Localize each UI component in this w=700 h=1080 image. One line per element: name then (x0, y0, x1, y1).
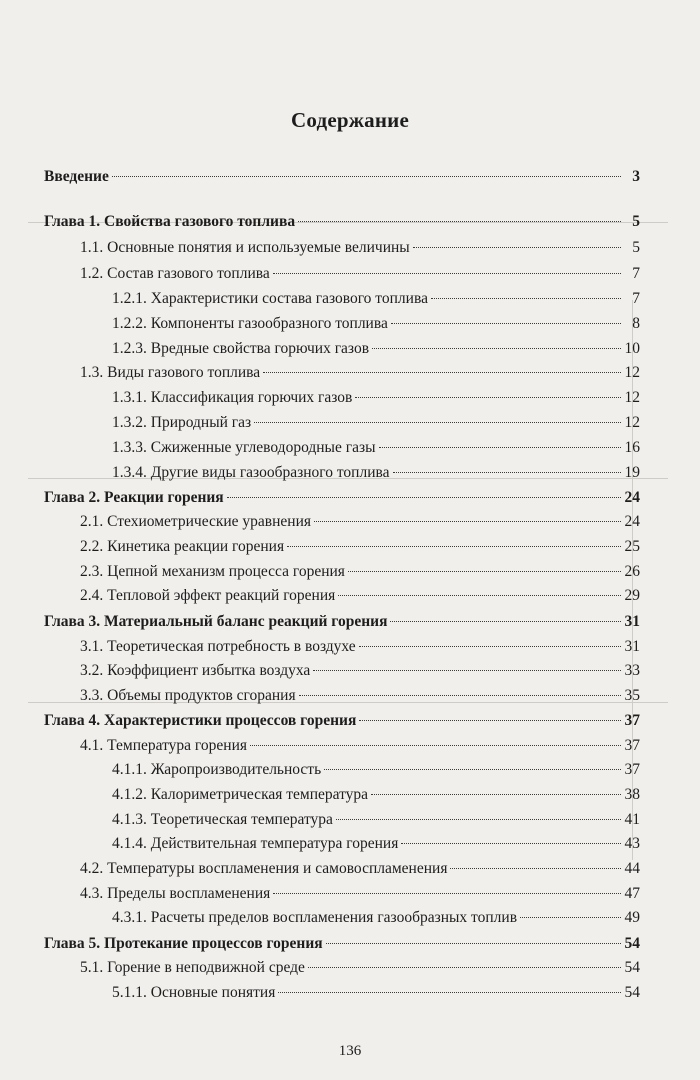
toc-entry (80, 857, 640, 881)
toc-entry-title: 1.2.3. Вредные свойства горючих газов (112, 340, 370, 357)
dot-leader (348, 571, 621, 572)
toc-entry-page: 16 (624, 439, 640, 456)
dot-leader (390, 621, 621, 622)
toc-entry-title: 5.1. Горение в неподвижной среде (80, 959, 305, 976)
toc-entry-page: 43 (624, 835, 640, 852)
toc-entry-title: 1.3. Виды газового топлива (80, 364, 261, 381)
toc-entry-title: 4.1.2. Калориметрическая температура (112, 786, 369, 803)
toc-entry-page: 41 (624, 811, 640, 828)
toc-entry (80, 882, 640, 906)
page-number: 136 (338, 1043, 362, 1059)
toc-entry (80, 262, 640, 286)
dot-leader (338, 595, 621, 596)
toc-entry-title: 4.1.4. Действительная температура горения (112, 835, 399, 852)
dot-leader (278, 992, 621, 993)
toc-entry-page: 31 (624, 613, 640, 630)
dot-leader (450, 868, 621, 869)
toc-entry-page: 31 (624, 638, 640, 655)
toc-entry-title: Глава 2. Реакции горения (44, 489, 224, 506)
toc-entry-title: 2.2. Кинетика реакции горения (80, 538, 285, 555)
toc-entry-page: 24 (624, 489, 640, 506)
toc-entry-title: 1.2.2. Компоненты газообразного топлива (112, 315, 388, 332)
dot-leader (112, 176, 621, 177)
toc-entry-page: 12 (624, 389, 640, 406)
toc-entry-page: 12 (624, 414, 640, 431)
toc-entry-title: 3.3. Объемы продуктов сгорания (80, 687, 296, 704)
toc-entry-title: 2.1. Стехиометрические уравнения (80, 513, 312, 530)
toc-entry-page: 38 (624, 786, 640, 803)
toc-entry-page: 24 (624, 513, 640, 530)
toc-entry-title: 4.1. Температура горения (80, 737, 247, 754)
toc-entry (112, 783, 640, 807)
toc-chapter-entry (44, 709, 640, 733)
toc-entry-page: 26 (624, 563, 640, 580)
toc-entry-page: 19 (624, 464, 640, 481)
toc-entry-page: 44 (624, 860, 640, 877)
toc-entry-page: 5 (632, 213, 640, 230)
toc-entry-title: 1.3.4. Другие виды газообразного топлива (112, 464, 390, 481)
toc-chapter-entry (44, 165, 640, 189)
dot-leader (355, 397, 621, 398)
dot-leader (413, 247, 621, 248)
toc-entry (80, 734, 640, 758)
toc-entry (112, 758, 640, 782)
toc-entry (112, 312, 640, 336)
toc-entry-title: Глава 3. Материальный баланс реакций горения (44, 613, 388, 630)
toc-entry-title: 4.1.1. Жаропроизводительность (112, 761, 322, 778)
toc-entry (80, 560, 640, 584)
dot-leader (371, 794, 621, 795)
dot-leader (401, 843, 621, 844)
toc-entry-page: 5 (632, 239, 640, 256)
toc-entry-title: 1.3.1. Классификация горючих газов (112, 389, 353, 406)
toc-entry (80, 535, 640, 559)
toc-entry (112, 981, 640, 1005)
toc-entry-title: 4.3. Пределы воспламенения (80, 885, 271, 902)
dot-leader (227, 497, 621, 498)
toc-entry-title: Глава 1. Свойства газового топлива (44, 213, 296, 230)
toc-entry-page: 49 (624, 909, 640, 926)
dot-leader (250, 745, 621, 746)
toc-entry-page: 54 (624, 984, 640, 1001)
toc-entry (80, 635, 640, 659)
toc-entry-page: 7 (632, 265, 640, 282)
toc-entry-page: 54 (624, 959, 640, 976)
toc-entry-title: 4.3.1. Расчеты пределов воспламенения газообразных топлив (112, 909, 518, 926)
toc-entry-page: 37 (624, 712, 640, 729)
toc-entry-page: 35 (624, 687, 640, 704)
toc-chapter-entry (44, 610, 640, 634)
toc-entry (112, 832, 640, 856)
toc-entry-title: 1.3.3. Сжиженные углеводородные газы (112, 439, 376, 456)
toc-entry (112, 386, 640, 410)
toc-entry (112, 436, 640, 460)
dot-leader (298, 221, 621, 222)
dot-leader (308, 967, 621, 968)
toc-entry-page: 25 (624, 538, 640, 555)
toc-entry-title: 1.3.2. Природный газ (112, 414, 252, 431)
toc-entry-title: 3.2. Коэффициент избытка воздуха (80, 662, 311, 679)
toc-entry-title: 4.1.3. Теоретическая температура (112, 811, 333, 828)
toc-entry (80, 361, 640, 385)
toc-chapter-entry (44, 210, 640, 234)
dot-leader (359, 646, 621, 647)
toc-entry-title: 3.1. Теоретическая потребность в воздухе (80, 638, 356, 655)
toc-entry-title: 2.3. Цепной механизм процесса горения (80, 563, 345, 580)
toc-entry (80, 510, 640, 534)
dot-leader (326, 943, 621, 944)
toc-entry-title: Глава 5. Протекание процессов горения (44, 935, 323, 952)
page-title: Содержание (291, 108, 409, 132)
dot-leader (379, 447, 622, 448)
dot-leader (263, 372, 621, 373)
toc-entry-page: 8 (632, 315, 640, 332)
dot-leader (273, 893, 621, 894)
toc-entry (112, 337, 640, 361)
dot-leader (273, 273, 621, 274)
dot-leader (372, 348, 621, 349)
dot-leader (313, 670, 621, 671)
dot-leader (431, 298, 621, 299)
toc-entry (80, 956, 640, 980)
toc-entry (80, 236, 640, 260)
dot-leader (324, 769, 621, 770)
toc-chapter-entry (44, 932, 640, 956)
toc-entry-page: 37 (624, 737, 640, 754)
toc-entry (80, 684, 640, 708)
toc-entry (112, 808, 640, 832)
toc-entry-page: 3 (632, 168, 640, 185)
toc-entry-title: Глава 4. Характеристики процессов горения (44, 712, 357, 729)
toc-entry-page: 7 (632, 290, 640, 307)
toc-entry-page: 29 (624, 587, 640, 604)
dot-leader (391, 323, 621, 324)
dot-leader (287, 546, 621, 547)
toc-entry-page: 37 (624, 761, 640, 778)
toc-entry (112, 906, 640, 930)
toc-entry-page: 10 (624, 340, 640, 357)
toc-entry-title: 1.2. Состав газового топлива (80, 265, 270, 282)
toc-entry-title: 5.1.1. Основные понятия (112, 984, 276, 1001)
dot-leader (393, 472, 621, 473)
toc-entry-page: 47 (624, 885, 640, 902)
dot-leader (359, 720, 621, 721)
dot-leader (314, 521, 621, 522)
toc-entry-page: 12 (624, 364, 640, 381)
toc-entry (80, 659, 640, 683)
dot-leader (336, 819, 621, 820)
toc-entry-page: 54 (624, 935, 640, 952)
toc-entry-title: 1.2.1. Характеристики состава газового топлива (112, 290, 428, 307)
toc-entry (112, 287, 640, 311)
dot-leader (520, 917, 621, 918)
toc-chapter-entry (44, 486, 640, 510)
dot-leader (299, 695, 621, 696)
toc-entry-title: 1.1. Основные понятия и используемые величины (80, 239, 410, 256)
toc-entry (80, 584, 640, 608)
toc-entry-title: 4.2. Температуры воспламенения и самовоспламенения (80, 860, 448, 877)
toc-entry-page: 33 (624, 662, 640, 679)
toc-entry (112, 461, 640, 485)
toc-entry-title: 2.4. Тепловой эффект реакций горения (80, 587, 336, 604)
dot-leader (254, 422, 621, 423)
toc-entry (112, 411, 640, 435)
toc-entry-title: Введение (44, 168, 109, 185)
